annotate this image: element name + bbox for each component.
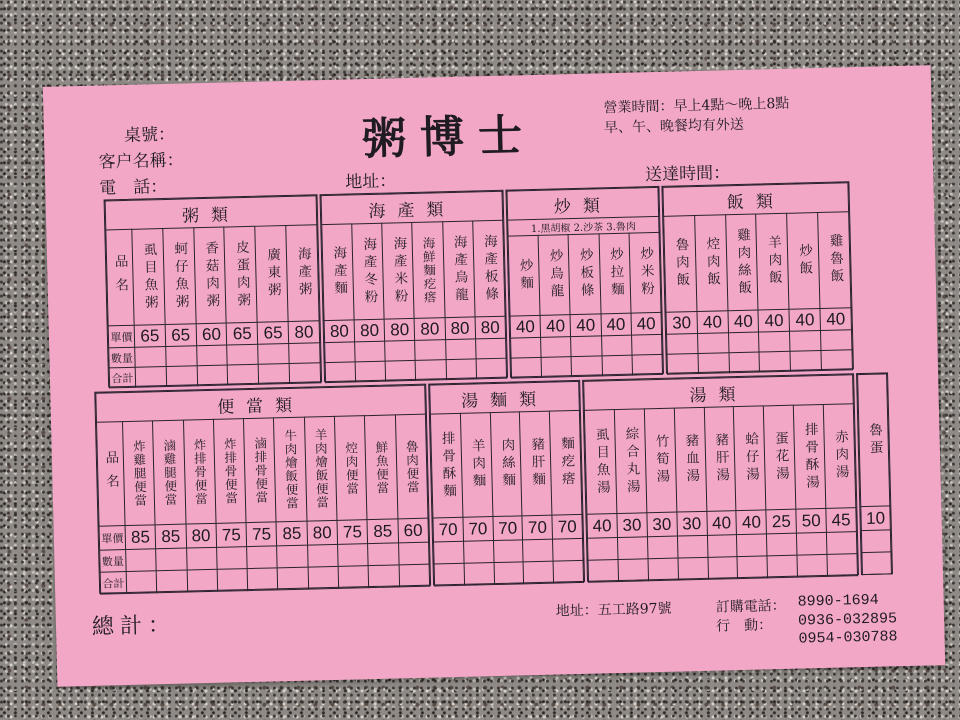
sum-cell[interactable] — [759, 351, 790, 372]
menu-item: 蚵仔魚粥 — [171, 240, 189, 312]
menu-item: 海產板條 — [480, 233, 499, 304]
menu-price: 80 — [354, 319, 385, 342]
qty-label: 數量 — [109, 347, 135, 368]
fried-title: 炒類 — [507, 187, 659, 220]
sum-cell[interactable] — [464, 563, 494, 586]
qty-cell[interactable] — [728, 332, 759, 353]
soup-title: 湯類 — [584, 375, 854, 411]
menu-item: 廣東粥 — [263, 247, 282, 301]
rice-title: 飯類 — [663, 183, 849, 217]
menu-price: 80 — [288, 321, 319, 344]
menu-price: 30 — [666, 312, 697, 335]
qty-cell[interactable] — [826, 532, 857, 555]
menu-price: 85 — [125, 525, 156, 550]
menu-price: 40 — [789, 309, 820, 332]
qty-cell[interactable] — [553, 538, 583, 561]
qty-cell[interactable] — [126, 549, 157, 572]
menu-price: 40 — [697, 311, 728, 334]
menu-item: 豬肝麵 — [528, 437, 546, 490]
sum-cell[interactable] — [790, 351, 821, 372]
shop-title: 粥博士 — [361, 109, 537, 166]
total-label: 總計： — [91, 612, 177, 640]
fried-section — [505, 186, 664, 378]
menu-item: 羊肉燴飯便當 — [312, 428, 330, 510]
menu-price: 40 — [758, 309, 789, 332]
menu-item: 豬血湯 — [682, 433, 700, 487]
menu-price: 30 — [677, 511, 707, 536]
qty-cell[interactable] — [289, 343, 320, 364]
menu-price: 40 — [736, 510, 766, 535]
sum-cell[interactable] — [767, 555, 797, 578]
seafood-title: 海產類 — [321, 191, 503, 224]
menu-price: 85 — [367, 519, 398, 544]
sum-cell[interactable] — [648, 558, 678, 581]
sum-cell[interactable] — [135, 367, 166, 388]
egg-section — [856, 372, 893, 575]
menu-item: 炸雞腿便當 — [131, 439, 148, 508]
menu-price: 40 — [570, 314, 601, 337]
menu-price: 70 — [433, 517, 463, 542]
qty-cell[interactable] — [790, 331, 821, 352]
menu-item: 雞魯飯 — [826, 233, 844, 287]
sum-cell[interactable] — [737, 556, 767, 579]
sauce-options: 1.黑胡椒 2.沙茶 3.魯肉 — [508, 216, 659, 236]
menu-item: 海鮮麵疙瘩 — [420, 236, 438, 304]
menu-item: 炒板條 — [576, 247, 594, 301]
shop-address: 地址：五工路97號 — [555, 600, 672, 620]
menu-price: 70 — [522, 515, 552, 540]
menu-price: 65 — [227, 322, 258, 345]
menu-price: 80 — [324, 320, 355, 343]
menu-price: 30 — [617, 513, 647, 538]
sum-cell[interactable] — [446, 359, 477, 380]
sum-cell[interactable] — [368, 565, 399, 588]
qty-cell[interactable] — [631, 334, 662, 355]
menu-price: 60 — [398, 518, 429, 543]
qty-cell[interactable] — [797, 532, 827, 555]
soup-noodle-section — [428, 380, 585, 586]
sum-cell[interactable] — [338, 566, 369, 589]
sum-cell[interactable] — [827, 554, 858, 577]
sum-cell[interactable] — [494, 562, 524, 585]
sum-cell[interactable] — [187, 569, 218, 592]
menu-price: 80 — [186, 523, 217, 548]
menu-item: 焢肉便當 — [343, 440, 360, 496]
menu-item: 虱目魚粥 — [140, 241, 159, 313]
phone-label: 電 話： — [99, 176, 168, 199]
qty-cell[interactable] — [434, 541, 464, 564]
menu-price: 75 — [216, 523, 247, 548]
qty-cell[interactable] — [821, 330, 852, 351]
menu-item: 蛋花湯 — [771, 431, 790, 484]
qty-cell[interactable] — [475, 338, 506, 359]
qty-label: 數量 — [100, 550, 127, 573]
item-name-label: 品名 — [102, 450, 120, 498]
sum-cell[interactable] — [698, 353, 729, 374]
menu-item: 海產麵 — [330, 245, 348, 299]
menu-item: 炸排骨便當 — [191, 437, 209, 506]
menu-item: 竹筍湯 — [652, 434, 670, 487]
qty-cell[interactable] — [667, 334, 698, 355]
sum-cell[interactable] — [434, 563, 464, 586]
bento-title: 便當類 — [96, 385, 426, 422]
qty-cell[interactable] — [445, 339, 476, 360]
menu-price: 75 — [337, 520, 368, 545]
menu-item: 香菇肉粥 — [201, 240, 220, 311]
menu-item: 雞肉絲飯 — [733, 227, 752, 298]
qty-cell[interactable] — [523, 539, 553, 562]
rice-section — [661, 181, 854, 374]
menu-item: 鮮魚便當 — [373, 440, 391, 495]
qty-cell[interactable] — [647, 536, 677, 559]
menu-item: 焢肉飯 — [703, 236, 721, 290]
menu-price: 70 — [552, 514, 582, 539]
sum-cell[interactable] — [476, 358, 507, 379]
sum-cell[interactable] — [541, 357, 572, 378]
order-form-sheet — [43, 65, 945, 687]
qty-cell[interactable] — [415, 340, 446, 361]
order-phone: 8990-1694 — [797, 591, 879, 611]
menu-price: 80 — [415, 318, 446, 341]
sum-cell[interactable] — [632, 354, 663, 375]
menu-price: 40 — [820, 308, 851, 331]
order-phone-label: 訂購電話： — [715, 597, 786, 616]
menu-item: 海產粥 — [294, 246, 312, 300]
menu-item: 炸排骨便當 — [222, 437, 239, 505]
congee-title: 粥類 — [105, 196, 317, 230]
menu-item: 羊肉麵 — [468, 438, 486, 492]
menu-item: 牛肉燴飯便當 — [282, 428, 300, 511]
qty-cell[interactable] — [258, 344, 289, 365]
business-hours: 營業時間：早上4點～晚上8點 — [603, 95, 790, 117]
menu-item: 海產冬粉 — [360, 236, 378, 307]
customer-name-label: 客户名稱： — [98, 150, 184, 173]
menu-price: 40 — [510, 315, 541, 338]
qty-cell[interactable] — [697, 333, 728, 354]
sum-cell[interactable] — [602, 355, 633, 376]
price-label: 單價 — [108, 325, 135, 348]
sum-label: 合計 — [109, 367, 135, 388]
sum-cell[interactable] — [618, 559, 648, 582]
sum-cell[interactable] — [325, 362, 356, 383]
menu-item: 炒拉麵 — [606, 247, 625, 300]
qty-cell[interactable] — [247, 546, 278, 569]
menu-price: 65 — [257, 322, 288, 345]
sum-cell[interactable] — [553, 560, 583, 583]
mobile-label: 行 動： — [715, 617, 773, 635]
sum-cell[interactable] — [588, 560, 618, 583]
qty-cell[interactable] — [196, 345, 227, 366]
menu-price: 80 — [307, 520, 338, 545]
price-label: 單價 — [99, 526, 126, 551]
menu-item: 炒米粉 — [637, 246, 655, 300]
soup-noodle-title: 湯麵類 — [430, 381, 580, 414]
qty-cell[interactable] — [398, 542, 429, 565]
qty-cell[interactable] — [338, 544, 369, 567]
sum-label: 合計 — [100, 572, 127, 595]
seafood-section — [320, 190, 509, 382]
menu-price: 60 — [196, 323, 227, 346]
sum-cell[interactable] — [166, 366, 197, 387]
menu-price: 85 — [155, 524, 186, 549]
qty-cell[interactable] — [325, 342, 356, 363]
menu-item: 炒烏龍 — [546, 248, 564, 302]
menu-item: 赤肉湯 — [831, 429, 849, 483]
sum-cell[interactable] — [511, 357, 542, 378]
qty-cell[interactable] — [307, 544, 338, 567]
sum-cell[interactable] — [729, 352, 760, 373]
qty-cell[interactable] — [156, 548, 187, 571]
qty-cell[interactable] — [186, 547, 217, 570]
qty-cell[interactable] — [587, 538, 617, 561]
sum-cell[interactable] — [126, 571, 157, 594]
menu-price: 75 — [246, 522, 277, 547]
sum-cell[interactable] — [667, 354, 698, 375]
sum-cell[interactable] — [416, 360, 447, 381]
qty-cell[interactable] — [277, 545, 308, 568]
qty-cell[interactable] — [737, 534, 767, 557]
menu-price: 30 — [647, 512, 677, 537]
menu-price: 40 — [587, 514, 617, 539]
menu-price: 65 — [165, 324, 196, 347]
delivery-time-label: 送達時間： — [644, 163, 731, 186]
address-label: 地址： — [344, 171, 397, 193]
qty-cell[interactable] — [368, 543, 399, 566]
qty-cell[interactable] — [601, 335, 632, 356]
sum-cell[interactable] — [278, 567, 309, 590]
menu-item: 虱目魚湯 — [592, 426, 611, 498]
sum-cell[interactable] — [399, 564, 430, 587]
sum-cell[interactable] — [258, 363, 289, 384]
menu-price: 70 — [493, 516, 523, 541]
qty-cell[interactable] — [511, 337, 542, 358]
qty-cell[interactable] — [617, 537, 647, 560]
menu-item: 排骨酥湯 — [801, 421, 820, 492]
menu-item: 綜合丸湯 — [622, 425, 641, 497]
menu-item: 海產烏龍 — [450, 234, 469, 305]
menu-item: 肉絲麵 — [498, 437, 516, 491]
menu-price: 65 — [134, 325, 165, 348]
menu-price: 70 — [463, 517, 493, 542]
qty-cell[interactable] — [227, 344, 258, 365]
menu-item: 羊肉飯 — [764, 235, 783, 289]
sum-cell[interactable] — [308, 566, 339, 589]
menu-item: 滷雞腿便當 — [161, 438, 179, 507]
menu-price: 45 — [826, 508, 857, 533]
sum-cell[interactable] — [289, 363, 320, 384]
congee-section — [104, 194, 323, 387]
menu-price: 80 — [445, 317, 476, 340]
soup-section — [582, 373, 859, 582]
menu-price: 80 — [384, 318, 415, 341]
bento-section — [94, 384, 431, 594]
menu-item: 炒麵 — [516, 258, 534, 294]
qty-cell[interactable] — [707, 535, 737, 558]
sum-cell[interactable] — [523, 561, 553, 584]
menu-price: 10 — [861, 506, 891, 531]
sum-cell[interactable] — [247, 568, 278, 591]
delivery-note: 早、午、晚餐均有外送 — [603, 116, 745, 137]
mobile-number-1: 0936-032895 — [797, 610, 898, 630]
sum-cell[interactable] — [228, 364, 259, 385]
menu-item: 魯肉飯 — [672, 237, 690, 291]
mobile-number-2: 0954-030788 — [798, 628, 898, 648]
menu-price: 50 — [796, 508, 826, 533]
sum-cell[interactable] — [156, 570, 187, 593]
menu-item: 魯肉便當 — [404, 439, 421, 494]
menu-item: 皮蛋肉粥 — [232, 239, 251, 310]
sum-cell[interactable] — [707, 557, 737, 580]
sum-cell[interactable] — [385, 360, 416, 381]
qty-cell[interactable] — [541, 337, 572, 358]
qty-cell[interactable] — [385, 340, 416, 361]
menu-price: 40 — [540, 315, 571, 338]
item-name-label: 品名 — [111, 253, 129, 302]
qty-cell[interactable] — [767, 533, 797, 556]
qty-cell[interactable] — [463, 541, 493, 564]
sum-cell[interactable] — [197, 365, 228, 386]
menu-price: 80 — [475, 316, 506, 339]
menu-price: 85 — [276, 521, 307, 546]
menu-item: 炒飯 — [795, 243, 813, 279]
sum-cell[interactable] — [821, 350, 852, 371]
qty-cell[interactable] — [677, 535, 707, 558]
menu-item: 豬肝湯 — [712, 432, 730, 486]
qty-cell[interactable] — [493, 540, 523, 563]
qty-cell[interactable] — [166, 346, 197, 367]
menu-price: 40 — [601, 313, 632, 336]
sum-cell[interactable] — [797, 554, 827, 577]
qty-cell[interactable] — [759, 331, 790, 352]
menu-price: 40 — [728, 310, 759, 333]
menu-item: 排骨酥麵 — [438, 430, 457, 501]
qty-cell[interactable] — [861, 530, 891, 553]
sum-cell[interactable] — [862, 552, 892, 575]
sum-cell[interactable] — [678, 557, 708, 580]
qty-cell[interactable] — [216, 547, 247, 570]
menu-item: 海產米粉 — [390, 235, 408, 306]
sum-cell[interactable] — [355, 361, 386, 382]
sum-cell[interactable] — [217, 569, 248, 592]
qty-cell[interactable] — [355, 341, 386, 362]
menu-price: 25 — [766, 509, 796, 534]
menu-item: 魯蛋 — [866, 422, 883, 458]
qty-cell[interactable] — [571, 336, 602, 357]
menu-item: 滷排骨便當 — [252, 436, 270, 505]
menu-price: 40 — [706, 511, 736, 536]
menu-item: 麵疙瘩 — [557, 436, 576, 490]
menu-item: 蛤仔湯 — [742, 431, 760, 485]
sum-cell[interactable] — [571, 356, 602, 377]
table-no-label: 桌號： — [123, 124, 176, 146]
qty-cell[interactable] — [135, 347, 166, 368]
menu-price: 40 — [631, 312, 662, 335]
